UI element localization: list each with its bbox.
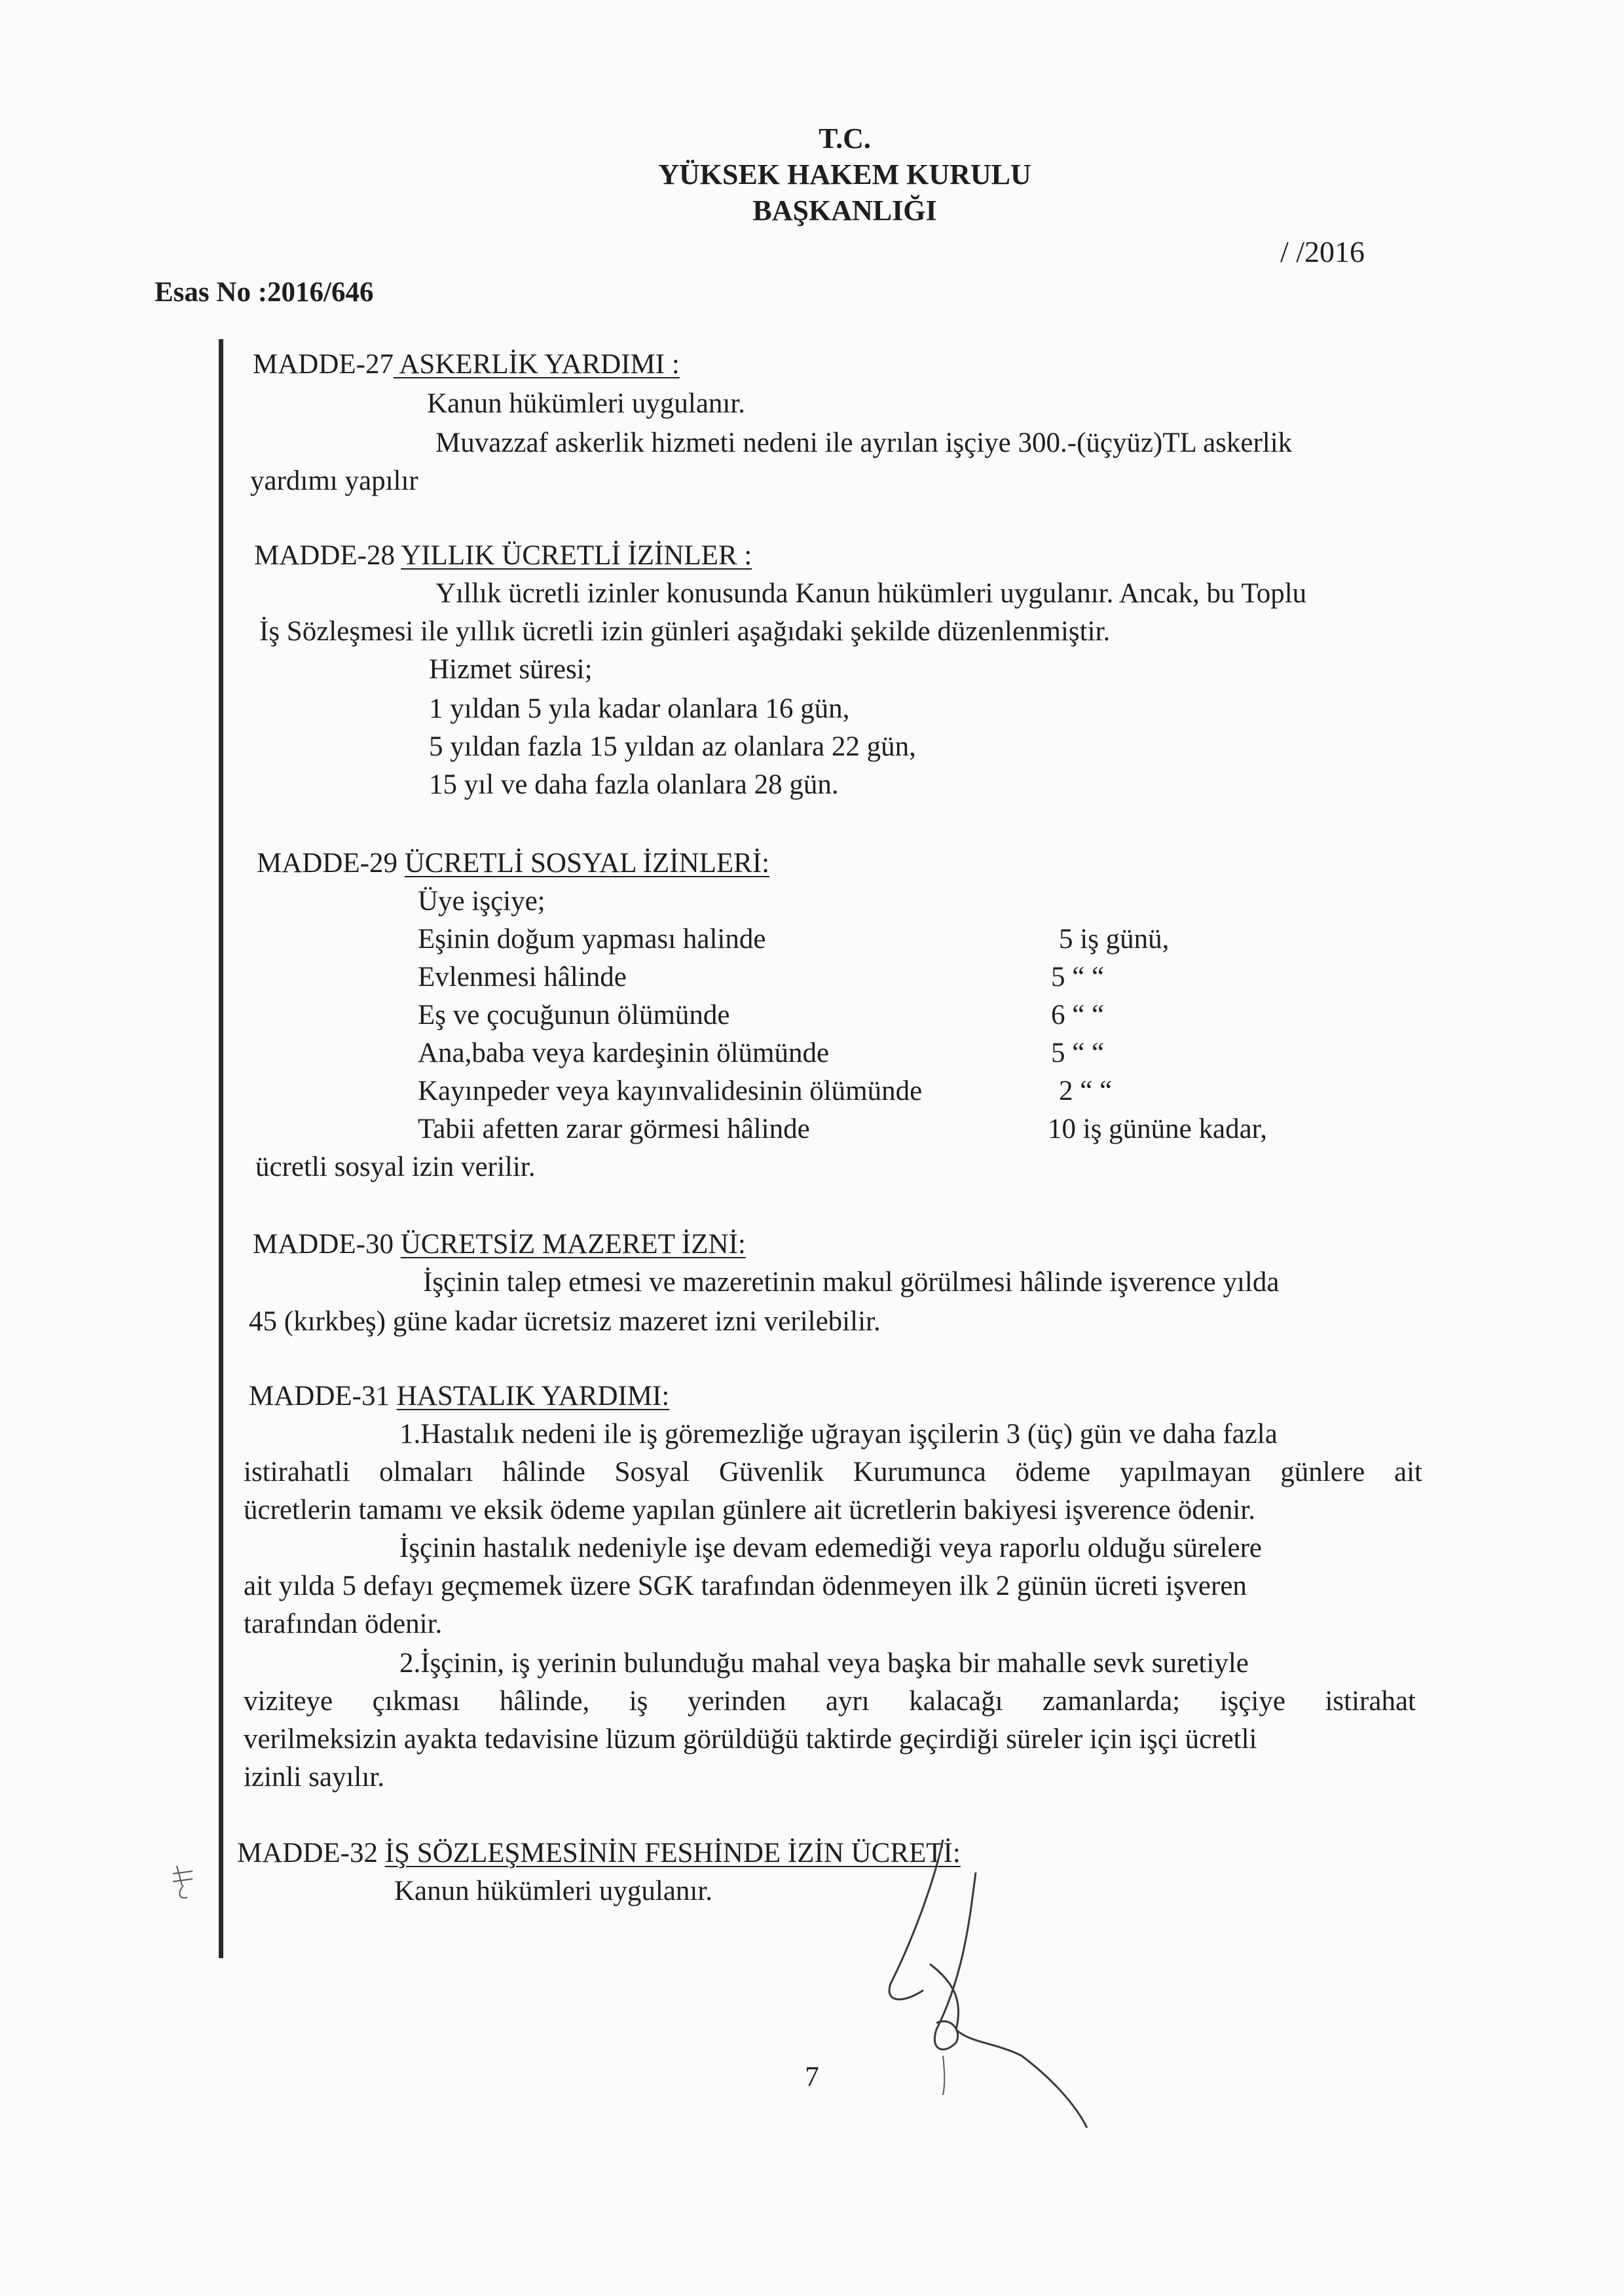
article-28-line: Yıllık ücretli izinler konusunda Kanun hükümleri uygulanır. Ancak, bu Toplu <box>435 578 1307 609</box>
article-28-label: MADDE-28 <box>254 540 395 571</box>
article-31-label: MADDE-31 <box>249 1381 390 1412</box>
article-28-line: 15 yıl ve daha fazla olanlara 28 gün. <box>429 769 839 800</box>
header-tc: T.C. <box>819 122 871 155</box>
leave-days: 5 iş günü, <box>1059 924 1170 955</box>
article-30-line: 45 (kırkbeş) güne kadar ücretsiz mazeret izni verilebilir. <box>249 1306 881 1337</box>
article-27-heading <box>253 346 680 384</box>
article-32-heading <box>237 1834 961 1872</box>
article-31-line: izinli sayılır. <box>244 1762 384 1793</box>
article-27-line: yardımı yapılır <box>250 465 418 496</box>
header-presidency: BAŞKANLIĞI <box>752 194 937 227</box>
article-32-line: Kanun hükümleri uygulanır. <box>394 1876 713 1906</box>
article-31-line: 1.Hastalık nedeni ile iş göremezliğe uğrayan işçilerin 3 (üç) gün ve daha fazla <box>399 1419 1278 1449</box>
article-29-title: ÜCRETLİ SOSYAL İZİNLERİ: <box>404 848 770 879</box>
article-27-line: Muvazzaf askerlik hizmeti nedeni ile ayrılan işçiye 300.-(üçyüz)TL askerlik <box>435 428 1293 458</box>
article-27-line: Kanun hükümleri uygulanır. <box>427 388 746 419</box>
article-31-line: ücretlerin tamamı ve eksik ödeme yapılan günlere ait ücretlerin bakiyesi işverence ödenir. <box>244 1495 1255 1525</box>
leave-days: 2 “ “ <box>1059 1076 1113 1106</box>
article-31-line: tarafından ödenir. <box>244 1609 443 1639</box>
article-30-line: İşçinin talep etmesi ve mazeretinin makul görülmesi hâlinde işverence yılda <box>423 1267 1280 1298</box>
case-number <box>155 274 373 312</box>
leave-event: Eş ve çocuğunun ölümünde <box>418 1000 730 1030</box>
leave-event: Tabii afetten zarar görmesi hâlinde <box>418 1114 810 1144</box>
article-28-line: Hizmet süresi; <box>429 654 593 685</box>
leave-event: Evlenmesi hâlinde <box>418 962 627 993</box>
leave-days: 6 “ “ <box>1051 1000 1105 1030</box>
header-institution: YÜKSEK HAKEM KURULU <box>658 158 1031 191</box>
article-31-line: İşçinin hastalık nedeniyle işe devam edemediği veya raporlu olduğu sürelere <box>399 1533 1263 1563</box>
article-28-line: 5 yıldan fazla 15 yıldan az olanlara 22 gün, <box>429 731 916 762</box>
article-30-heading <box>253 1226 746 1264</box>
margin-bar <box>219 339 223 1958</box>
article-32-title: İŞ SÖZLEŞMESİNİN FESHİNDE İZİN ÜCRETİ: <box>384 1838 961 1868</box>
signature-icon <box>864 1833 1139 2134</box>
leave-days: 5 “ “ <box>1051 962 1105 993</box>
article-31-line: ait yılda 5 defayı geçmemek üzere SGK tarafından ödenmeyen ilk 2 günün ücreti işveren <box>244 1571 1247 1601</box>
article-29-intro: Üye işçiye; <box>418 886 545 917</box>
article-31-line: verilmeksizin ayakta tedavisine lüzum görüldüğü taktirde geçirdiği süreler için işçi ücretli <box>244 1724 1257 1755</box>
article-28-title: YILLIK ÜCRETLİ İZİNLER : <box>401 540 752 571</box>
article-29-heading <box>257 845 769 883</box>
case-value: :2016/646 <box>257 277 374 308</box>
article-31-title: HASTALIK YARDIMI: <box>396 1381 670 1412</box>
case-label: Esas No <box>155 277 251 308</box>
article-28-line: 1 yıldan 5 yıla kadar olanlara 16 gün, <box>429 693 850 724</box>
article-27-title: ASKERLİK YARDIMI : <box>393 349 680 380</box>
article-31-heading <box>249 1377 669 1415</box>
leave-event: Eşinin doğum yapması halinde <box>418 924 766 955</box>
initials-mark-icon <box>164 1859 203 1905</box>
article-29-outro: ücretli sosyal izin verilir. <box>255 1152 536 1182</box>
leave-event: Kayınpeder veya kayınvalidesinin ölümünde <box>418 1076 923 1106</box>
article-28-line: İş Sözleşmesi ile yıllık ücretli izin günleri aşağıdaki şekilde düzenlenmiştir. <box>259 616 1111 647</box>
article-28-heading <box>254 537 752 575</box>
article-31-line: viziteye çıkması hâlinde, iş yerinden ayrı kalacağı zamanlarda; işçiye istirahat <box>244 1686 1416 1717</box>
article-31-line: 2.İşçinin, iş yerinin bulunduğu mahal veya başka bir mahalle sevk suretiyle <box>399 1648 1249 1679</box>
article-32-label: MADDE-32 <box>237 1838 378 1868</box>
leave-event: Ana,baba veya kardeşinin ölümünde <box>418 1038 830 1068</box>
article-27-label: MADDE-27 <box>253 349 394 380</box>
page-number: 7 <box>805 2062 819 2092</box>
article-29-label: MADDE-29 <box>257 848 397 879</box>
leave-days: 5 “ “ <box>1051 1038 1105 1068</box>
article-30-label: MADDE-30 <box>253 1229 394 1260</box>
article-30-title: ÜCRETSİZ MAZERET İZNİ: <box>400 1229 746 1260</box>
article-31-line: istirahatli olmaları hâlinde Sosyal Güvenlik Kurumunca ödeme yapılmayan günlere ait <box>244 1457 1422 1487</box>
document-date: / /2016 <box>1280 235 1365 268</box>
leave-days: 10 iş gününe kadar, <box>1048 1114 1268 1144</box>
